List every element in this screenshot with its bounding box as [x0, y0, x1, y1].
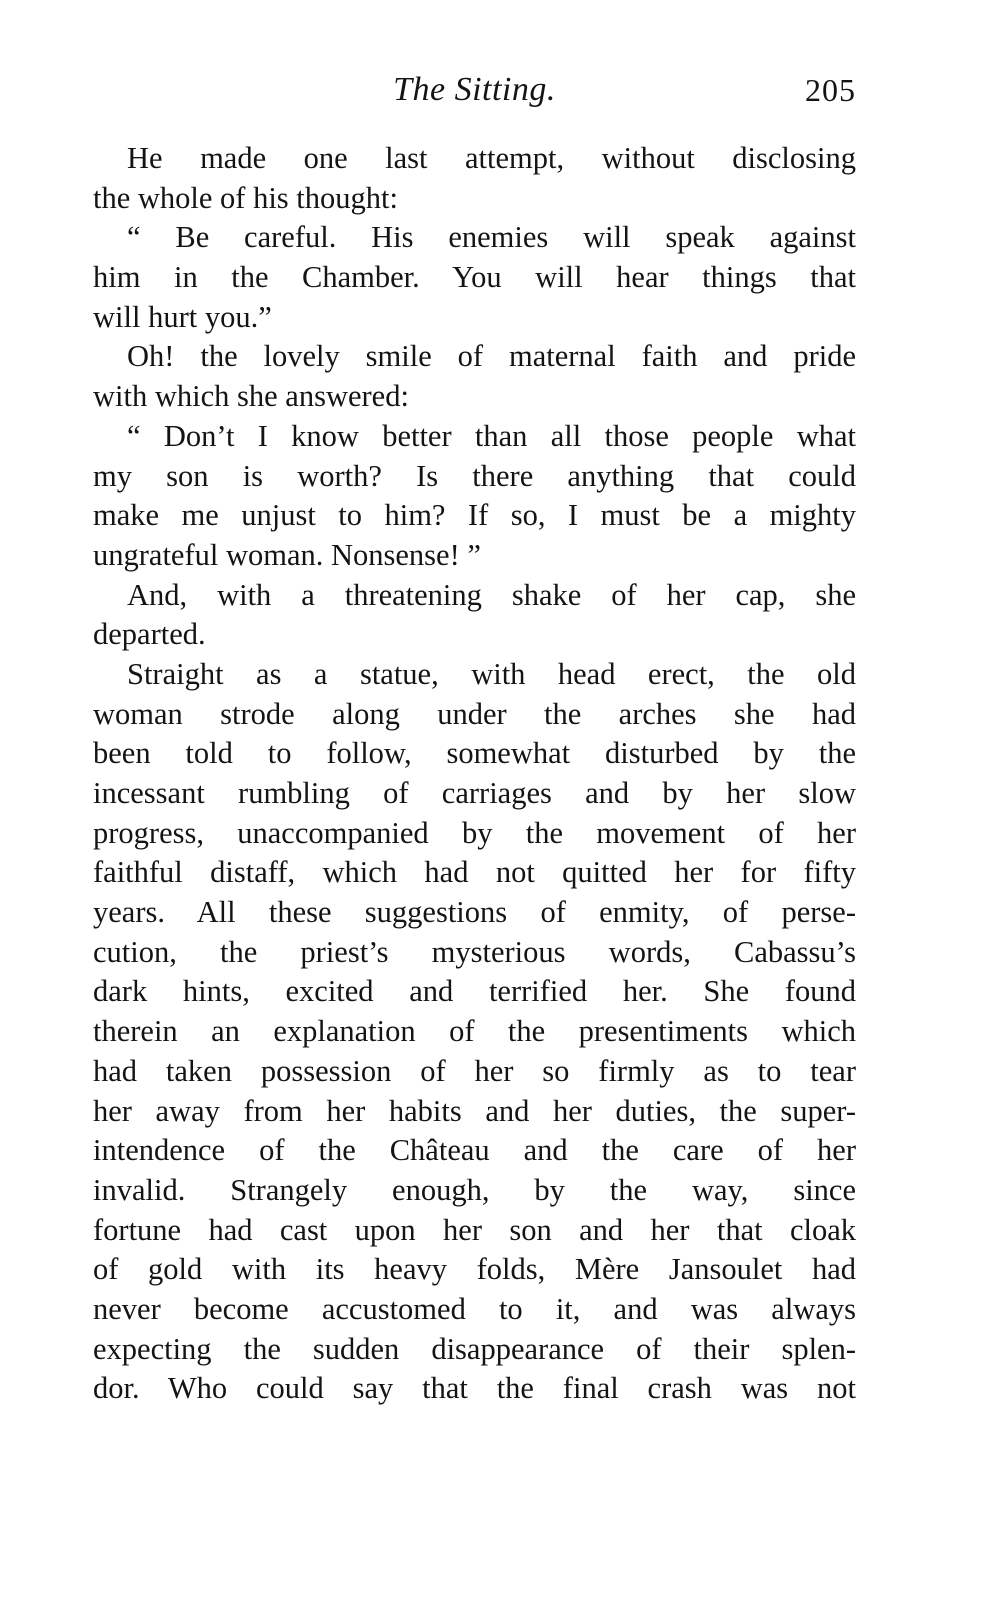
page-number: 205: [805, 72, 856, 108]
text-line: dark hints, excited and terrified her. She found: [93, 974, 856, 1009]
text-line: of gold with its heavy folds, Mère Jansoulet had: [93, 1252, 856, 1287]
text-line: ungrateful woman. Nonsense! ”: [93, 537, 481, 572]
text-line: expecting the sudden disappearance of their splen-: [93, 1331, 856, 1366]
text-line: Straight as a statue, with head erect, the old: [127, 656, 856, 691]
text-line: my son is worth? Is there anything that could: [93, 458, 856, 493]
text-line: And, with a threatening shake of her cap, she: [127, 577, 856, 612]
text-line: with which she answered:: [93, 379, 409, 414]
text-line: fortune had cast upon her son and her that cloak: [93, 1212, 856, 1247]
body-text: [93, 139, 856, 1409]
text-line: cution, the priest’s mysterious words, Cabassu’s: [93, 934, 856, 969]
text-line: He made one last attempt, without disclosing: [127, 141, 856, 175]
text-line: “ Be careful. His enemies will speak against: [127, 220, 856, 255]
text-line: her away from her habits and her duties, the super-: [93, 1093, 856, 1128]
text-line: had taken possession of her so firmly as to tear: [93, 1053, 856, 1088]
text-line: invalid. Strangely enough, by the way, since: [93, 1172, 856, 1207]
text-line: the whole of his thought:: [93, 180, 398, 215]
text-line: Oh! the lovely smile of maternal faith and pride: [127, 339, 856, 374]
text-line: woman strode along under the arches she had: [93, 696, 856, 731]
text-line: make me unjust to him? If so, I must be a mighty: [93, 498, 856, 533]
text-line: dor. Who could say that the final crash was not: [93, 1371, 856, 1406]
text-line: progress, unaccompanied by the movement of her: [93, 815, 856, 850]
running-head: [93, 70, 856, 118]
text-line: never become accustomed to it, and was always: [93, 1291, 856, 1326]
text-line: will hurt you.”: [93, 299, 272, 334]
text-line: therein an explanation of the presentiments which: [93, 1014, 856, 1049]
text-line: departed.: [93, 617, 206, 652]
text-line: “ Don’t I know better than all those people what: [127, 418, 856, 453]
text-line: faithful distaff, which had not quitted her for fifty: [93, 855, 856, 890]
text-line: incessant rumbling of carriages and by her slow: [93, 776, 856, 810]
text-line: him in the Chamber. You will hear things that: [93, 260, 856, 295]
text-line: intendence of the Château and the care of her: [93, 1133, 856, 1168]
text-line: years. All these suggestions of enmity, of perse-: [93, 895, 856, 930]
text-line: been told to follow, somewhat disturbed by the: [93, 736, 856, 771]
running-title: The Sitting.: [393, 71, 556, 108]
